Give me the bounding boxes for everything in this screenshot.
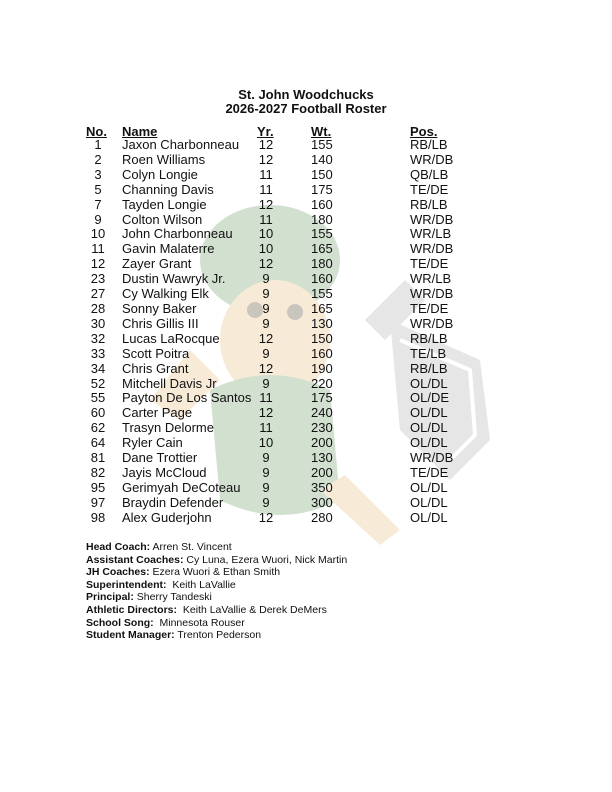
player-year: 12 [258, 151, 274, 167]
player-weight: 160 [311, 345, 333, 361]
player-number: 52 [90, 375, 106, 391]
roster-row [0, 406, 612, 421]
player-number: 55 [90, 390, 106, 406]
player-weight: 175 [311, 390, 333, 406]
roster-row [0, 421, 612, 436]
player-position: WR/LB [410, 271, 452, 287]
player-position: TE/DE [410, 256, 449, 272]
roster-row [0, 257, 612, 272]
staff-role: Assistant Coaches: [86, 553, 184, 566]
roster-row [0, 272, 612, 287]
player-weight: 130 [311, 450, 333, 466]
player-name: Payton De Los Santos [122, 390, 252, 406]
player-year: 11 [259, 390, 273, 406]
player-name: Colton Wilson [122, 211, 203, 227]
player-weight: 180 [311, 211, 333, 227]
roster-row [0, 183, 612, 198]
player-year: 12 [258, 256, 274, 272]
player-weight: 240 [311, 405, 333, 421]
roster-row [0, 287, 612, 302]
player-weight: 300 [311, 494, 333, 510]
player-name: Ryler Cain [122, 435, 183, 451]
player-position: OL/DL [410, 494, 448, 510]
player-name: Chris Gillis III [122, 315, 199, 331]
player-name: Channing Davis [122, 181, 214, 197]
player-year: 12 [258, 405, 274, 421]
player-name: Sonny Baker [122, 300, 197, 316]
player-position: OL/DL [410, 509, 448, 525]
player-number: 23 [90, 271, 106, 287]
staff-role: Superintendent: [86, 578, 167, 591]
player-number: 60 [90, 405, 106, 421]
player-name: Cy Walking Elk [122, 286, 209, 302]
roster-row [0, 332, 612, 347]
player-number: 28 [90, 300, 106, 316]
player-name: Carter Page [122, 405, 193, 421]
player-name: Mitchell Davis Jr [122, 375, 217, 391]
player-name: Chris Grant [122, 360, 189, 376]
player-number: 2 [94, 151, 102, 167]
player-year: 11 [259, 166, 273, 182]
player-weight: 165 [311, 241, 333, 257]
roster-row [0, 347, 612, 362]
player-number: 9 [94, 211, 102, 227]
player-weight: 130 [311, 315, 333, 331]
staff-line [86, 591, 347, 604]
roster-row [0, 317, 612, 332]
player-year: 9 [262, 271, 270, 287]
player-number: 98 [90, 509, 106, 525]
player-year: 10 [258, 241, 274, 257]
player-weight: 230 [311, 420, 333, 436]
staff-role: School Song: [86, 616, 154, 629]
player-number: 7 [94, 196, 102, 212]
player-number: 27 [90, 286, 106, 302]
player-position: OL/DL [410, 405, 448, 421]
staff-line [86, 604, 347, 617]
staff-role: JH Coaches: [86, 566, 150, 579]
player-position: RB/LB [410, 137, 448, 152]
player-position: WR/LB [410, 226, 452, 242]
player-position: WR/DB [410, 241, 454, 257]
player-position: WR/DB [410, 211, 454, 227]
header-name: Name [122, 124, 158, 139]
player-name: Colyn Longie [122, 166, 198, 182]
player-weight: 220 [311, 375, 333, 391]
player-weight: 160 [311, 196, 333, 212]
player-name: Dane Trottier [122, 450, 198, 466]
player-number: 33 [90, 345, 106, 361]
player-name: Jaxon Charbonneau [122, 137, 240, 152]
roster-row [0, 198, 612, 213]
player-number: 32 [90, 330, 106, 346]
player-weight: 350 [311, 479, 333, 495]
player-year: 10 [258, 435, 274, 451]
staff-names: Ezera Wuori & Ethan Smith [149, 566, 281, 579]
player-weight: 160 [311, 271, 333, 287]
roster-row [0, 362, 612, 377]
player-position: OL/DL [410, 479, 448, 495]
player-year: 9 [262, 450, 270, 466]
staff-names: Arren St. Vincent [150, 541, 232, 553]
roster-row [0, 302, 612, 317]
header-yr: Yr. [257, 124, 274, 139]
player-weight: 200 [311, 464, 333, 480]
staff-role: Student Manager: [86, 629, 175, 642]
player-number: 12 [90, 256, 106, 272]
player-number: 62 [90, 420, 106, 436]
player-position: QB/LB [410, 166, 449, 182]
player-position: OL/DL [410, 420, 448, 436]
player-name: Gerimyah DeCoteau [122, 479, 241, 495]
roster-row [0, 242, 612, 257]
player-year: 9 [262, 300, 270, 316]
staff-line [86, 566, 347, 579]
staff-names: Trenton Pederson [174, 629, 262, 642]
player-position: TE/DE [410, 464, 449, 480]
player-position: OL/DE [410, 390, 450, 406]
player-number: 34 [90, 360, 106, 376]
roster-row [0, 377, 612, 392]
player-number: 95 [90, 479, 106, 495]
player-number: 10 [90, 226, 106, 242]
player-name: Dustin Wawryk Jr. [122, 271, 226, 287]
player-name: John Charbonneau [122, 226, 233, 242]
player-position: WR/DB [410, 286, 454, 302]
player-name: Trasyn Delorme [122, 420, 214, 436]
player-weight: 150 [311, 330, 333, 346]
roster-row [0, 391, 612, 406]
staff-role: Head Coach: [86, 541, 151, 553]
player-number: 3 [94, 166, 102, 182]
staff-role: Athletic Directors: [86, 603, 178, 616]
roster-row [0, 496, 612, 511]
player-weight: 280 [311, 509, 333, 525]
player-name: Jayis McCloud [122, 464, 207, 480]
roster-row [0, 436, 612, 451]
roster-row [0, 168, 612, 183]
roster-row [0, 227, 612, 242]
player-weight: 140 [311, 151, 333, 167]
player-name: Tayden Longie [122, 196, 207, 212]
player-position: OL/DL [410, 375, 448, 391]
player-position: WR/DB [410, 151, 454, 167]
player-name: Alex Guderjohn [122, 509, 212, 525]
player-year: 12 [258, 330, 274, 346]
player-year: 12 [258, 509, 274, 525]
header-no: No. [86, 124, 107, 139]
player-number: 97 [90, 494, 106, 510]
roster-row [0, 466, 612, 481]
player-weight: 180 [311, 256, 333, 272]
player-year: 9 [262, 464, 270, 480]
staff-names: Minnesota Rouser [153, 616, 245, 629]
player-position: TE/DE [410, 181, 449, 197]
player-weight: 200 [311, 435, 333, 451]
staff-role: Principal: [86, 591, 134, 604]
header-wt: Wt. [311, 124, 332, 139]
staff-line [86, 554, 347, 567]
player-year: 11 [259, 420, 273, 436]
player-year: 9 [262, 494, 270, 510]
player-weight: 175 [311, 181, 333, 197]
staff-names: Keith LaVallie & Derek DeMers [177, 603, 327, 616]
player-year: 12 [258, 360, 274, 376]
roster-table [0, 138, 612, 526]
player-name: Lucas LaRocque [122, 330, 220, 346]
player-year: 10 [258, 226, 274, 242]
staff-names: Keith LaVallie [166, 578, 236, 591]
player-number: 82 [90, 464, 106, 480]
roster-row [0, 138, 612, 153]
player-number: 81 [90, 450, 106, 466]
staff-line [86, 617, 347, 630]
player-number: 30 [90, 315, 106, 331]
header-pos: Pos. [410, 124, 438, 139]
player-weight: 150 [311, 166, 333, 182]
roster-title-team: St. John Woodchucks [238, 87, 374, 102]
staff-names: Cy Luna, Ezera Wuori, Nick Martin [183, 553, 348, 566]
roster-row [0, 451, 612, 466]
staff-line [86, 541, 347, 554]
player-position: RB/LB [410, 360, 448, 376]
player-name: Zayer Grant [122, 256, 192, 272]
player-name: Gavin Malaterre [122, 241, 215, 257]
player-weight: 165 [311, 300, 333, 316]
player-year: 11 [259, 181, 273, 197]
player-year: 9 [262, 286, 270, 302]
staff-line [86, 579, 347, 592]
player-number: 1 [94, 137, 102, 152]
player-year: 12 [258, 137, 274, 152]
player-year: 9 [262, 479, 270, 495]
player-number: 5 [94, 181, 102, 197]
roster-row [0, 153, 612, 168]
staff-names: Sherry Tandeski [133, 591, 212, 604]
player-year: 11 [259, 211, 273, 227]
player-weight: 155 [311, 226, 333, 242]
player-position: WR/DB [410, 450, 454, 466]
player-weight: 190 [311, 360, 333, 376]
player-number: 64 [90, 435, 106, 451]
staff-list [86, 541, 347, 642]
player-name: Roen Williams [122, 151, 206, 167]
player-year: 9 [262, 345, 270, 361]
player-name: Scott Poitra [122, 345, 190, 361]
roster-title-season: 2026-2027 Football Roster [225, 101, 387, 116]
roster-row [0, 511, 612, 526]
player-year: 9 [262, 375, 270, 391]
player-position: WR/DB [410, 315, 454, 331]
player-position: OL/DL [410, 435, 448, 451]
player-number: 11 [91, 241, 105, 257]
player-position: TE/DE [410, 300, 449, 316]
roster-row [0, 481, 612, 496]
player-name: Braydin Defender [122, 494, 224, 510]
player-weight: 155 [311, 286, 333, 302]
player-position: RB/LB [410, 330, 448, 346]
player-year: 12 [258, 196, 274, 212]
staff-line [86, 629, 347, 642]
roster-row [0, 213, 612, 228]
player-year: 9 [262, 315, 270, 331]
player-position: TE/LB [410, 345, 447, 361]
player-position: RB/LB [410, 196, 448, 212]
player-weight: 155 [311, 137, 333, 152]
